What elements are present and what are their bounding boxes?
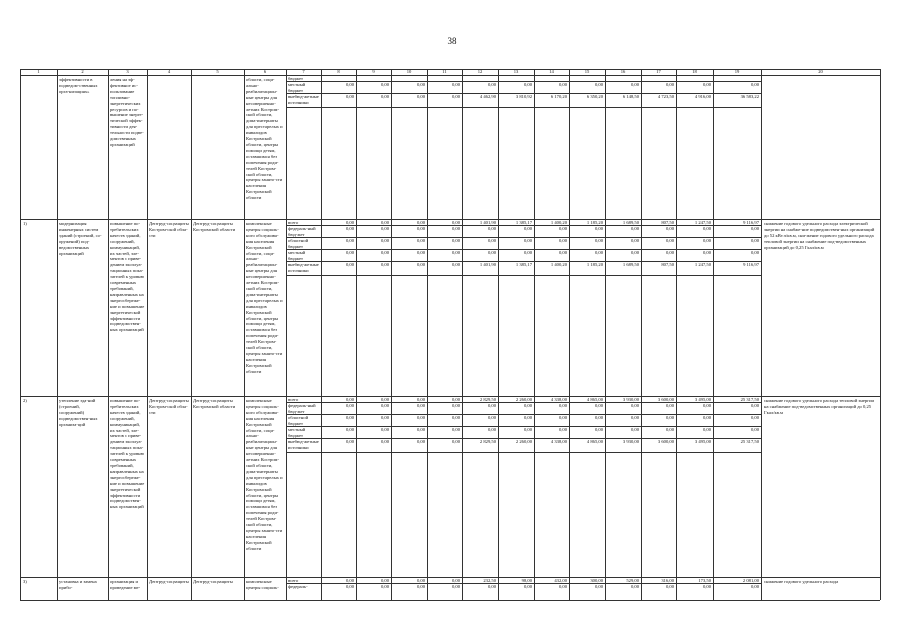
amount-cell: 0,00	[702, 427, 711, 432]
amount-cell: 0,00	[380, 226, 389, 231]
amount-cell: 0,00	[380, 82, 389, 87]
amount-cell: 1 400,20	[550, 220, 567, 225]
amount-cell: 6 170,20	[550, 94, 567, 99]
column-number-17: 17	[656, 69, 661, 74]
amount-cell: 0,00	[416, 584, 425, 589]
row-number: 3)	[23, 579, 27, 584]
amount-cell: 9 116,97	[743, 262, 759, 267]
amount-cell: 1 401,90	[479, 262, 496, 267]
column-border	[108, 69, 109, 600]
amount-cell: 0,00	[345, 262, 354, 267]
funding-line-separator	[286, 275, 761, 276]
amount-cell: 0,00	[487, 415, 496, 420]
amount-cell: 0,00	[665, 427, 674, 432]
amount-cell: 1 185,20	[586, 262, 603, 267]
amount-cell: 0,00	[630, 403, 639, 408]
amount-cell: 0,00	[750, 82, 759, 87]
funding-line-separator	[286, 107, 761, 108]
amount-cell: 0,00	[345, 238, 354, 243]
amount-cell: 0,00	[665, 584, 674, 589]
amount-cell: 0,00	[451, 584, 460, 589]
amount-cell: 0,00	[750, 238, 759, 243]
column-number-20: 20	[818, 69, 823, 74]
funding-source: бюджет	[288, 76, 304, 81]
funding-source: областной бюджет	[288, 238, 309, 249]
measure-name: установка и замена прибо-	[59, 579, 97, 590]
co-executor: Дептруд-соцзащиты Костромской области	[193, 221, 236, 232]
amount-cell: 98,00	[521, 578, 532, 583]
amount-cell: 529,00	[626, 578, 639, 583]
measure-name: модернизация инженерных систем зданий (строений, со-оружений) под-ведомственных организаций	[59, 221, 102, 256]
amount-cell: 0,00	[451, 415, 460, 420]
amount-cell: 0,00	[416, 439, 425, 444]
amount-cell: 0,00	[702, 403, 711, 408]
amount-cell: 3 495,00	[694, 439, 711, 444]
amount-cell: 1 247,50	[694, 262, 711, 267]
funding-source: областной бюджет	[288, 415, 309, 426]
funding-source: федераль-ный бюд-жет	[288, 226, 316, 237]
column-border	[57, 69, 58, 600]
amount-cell: 4 338,00	[550, 397, 567, 402]
amount-cell: 25 317,50	[740, 439, 759, 444]
amount-cell: 2 829,50	[479, 397, 496, 402]
amount-cell: 0,00	[594, 403, 603, 408]
amount-cell: 0,00	[416, 250, 425, 255]
funding-source: внебюд-жетные источники	[288, 439, 319, 450]
column-number-6: 6	[263, 69, 267, 74]
amount-cell: 0,00	[451, 439, 460, 444]
participants: области, соци-ально-реабилитацион-ные центры для несовершенно-летних Костром-ской области, дома-интернаты для престарелых и инвалидов Костромской области, центры помощи детям, оставшимся без попечения роди-телей Костром-ской области, центры занято-сти населения Костромской области	[246, 77, 283, 201]
amount-cell: 0,00	[702, 415, 711, 420]
column-number-15: 15	[584, 69, 590, 74]
amount-cell: 36 583,22	[740, 94, 759, 99]
row-number: 1)	[23, 221, 27, 226]
amount-cell: 0,00	[345, 584, 354, 589]
amount-cell: 0,00	[702, 584, 711, 589]
amount-cell: 0,00	[750, 403, 759, 408]
table-bottom-edge	[20, 600, 880, 601]
amount-cell: 0,00	[380, 403, 389, 408]
amount-cell: 0,00	[416, 578, 425, 583]
amount-cell: 0,00	[487, 584, 496, 589]
amount-cell: 0,00	[558, 415, 567, 420]
column-border	[147, 69, 148, 600]
amount-cell: 0,00	[380, 250, 389, 255]
amount-cell: 300,00	[590, 578, 603, 583]
amount-cell: 0,00	[487, 250, 496, 255]
column-number-9: 9	[372, 69, 375, 74]
amount-cell: 4 865,00	[586, 397, 603, 402]
amount-cell: 0,00	[345, 415, 354, 420]
amount-cell: 0,00	[451, 226, 460, 231]
funding-source: всего	[288, 220, 299, 225]
amount-cell: 0,00	[416, 94, 425, 99]
column-number-4: 4	[167, 69, 171, 74]
amount-cell: 0,00	[630, 584, 639, 589]
measure-name: эффективности в подведом-ственных орга-низациях»	[59, 77, 98, 94]
amount-cell: 2 260,00	[515, 439, 532, 444]
column-number-2: 2	[81, 69, 84, 74]
funding-source: внебюд-жетные источники	[288, 262, 319, 273]
amount-cell: 2 829,50	[479, 439, 496, 444]
amount-cell: 0,00	[451, 94, 460, 99]
row-number: 2)	[23, 398, 27, 403]
column-number-8: 8	[337, 69, 340, 74]
amount-cell: 1 401,90	[479, 220, 496, 225]
amount-cell: 0,00	[665, 238, 674, 243]
measure-content: ления на эф-фективное ис-пользование топливно-энергетических ресурсов и по-вышение энерге-тической эффек-тивности дея-тельности подве-домственных организаций	[110, 77, 144, 147]
amount-cell: 0,00	[345, 94, 354, 99]
column-number-11: 11	[442, 69, 447, 74]
amount-cell: 0,00	[630, 250, 639, 255]
measure-content: повышение по-требительских качеств зданий, сооружений, коммуникаций, их частей, эле-ментов с приве-дением эксплуа-тационных пока-зателей к уровню современных требований, направленных на энергосбереже-ние и повышение энергетической эффективности подведомствен-ных организаций	[110, 398, 145, 510]
amount-cell: 0,00	[451, 220, 460, 225]
amount-cell: 0,00	[451, 262, 460, 267]
amount-cell: 9 116,97	[743, 220, 759, 225]
amount-cell: 0,00	[665, 403, 674, 408]
amount-cell: 0,00	[594, 238, 603, 243]
amount-cell: 0,00	[523, 82, 532, 87]
amount-cell: 0,00	[487, 226, 496, 231]
measure-content: повышение по-требительских качеств зданий, сооружений, коммуникаций, их частей, эле-ментов с приве-дением эксплуа-тационных пока-зателей к уровню современных требований, направленных на энергосбереже-ние и повышение энергетической эффективности подведомствен-ных организаций	[110, 221, 145, 333]
amount-cell: 1 689,50	[622, 220, 639, 225]
header-bottom-border	[20, 75, 880, 76]
amount-cell: 4 865,00	[586, 439, 603, 444]
column-border	[286, 69, 287, 600]
column-border	[462, 69, 463, 600]
amount-cell: 0,00	[523, 250, 532, 255]
co-executor: Дептруд-соцзащиты	[193, 579, 233, 584]
amount-cell: 2 081,00	[742, 578, 759, 583]
amount-cell: 0,00	[416, 403, 425, 408]
amount-cell: 0,00	[594, 82, 603, 87]
amount-cell: 0,00	[750, 226, 759, 231]
column-border	[605, 69, 606, 600]
column-border	[761, 69, 762, 600]
amount-cell: 0,00	[451, 427, 460, 432]
amount-cell: 3 600,00	[657, 397, 674, 402]
amount-cell: 0,00	[523, 238, 532, 243]
amount-cell: 0,00	[380, 427, 389, 432]
amount-cell: 0,00	[487, 238, 496, 243]
amount-cell: 316,00	[661, 578, 674, 583]
amount-cell: 0,00	[345, 226, 354, 231]
amount-cell: 0,00	[345, 403, 354, 408]
amount-cell: 0,00	[416, 238, 425, 243]
amount-cell: 0,00	[380, 220, 389, 225]
amount-cell: 0,00	[750, 584, 759, 589]
amount-cell: 0,00	[702, 250, 711, 255]
amount-cell: 0,00	[345, 220, 354, 225]
column-number-5: 5	[216, 69, 219, 74]
responsible-executor: Дептруд-соцзащиты Костром-ской обла-сти	[149, 398, 189, 415]
amount-cell: 1 400,20	[550, 262, 567, 267]
amount-cell: 0,00	[380, 94, 389, 99]
funding-source: местный бюджет	[288, 82, 306, 93]
amount-cell: 0,00	[750, 427, 759, 432]
amount-cell: 0,00	[416, 82, 425, 87]
amount-cell: 0,00	[558, 584, 567, 589]
amount-cell: 0,00	[380, 262, 389, 267]
column-border	[20, 69, 21, 600]
amount-cell: 0,00	[665, 82, 674, 87]
column-number-19: 19	[734, 69, 740, 74]
amount-cell: 807,50	[661, 262, 674, 267]
amount-cell: 807,50	[661, 220, 674, 225]
amount-cell: 1 385,17	[515, 220, 532, 225]
column-number-14: 14	[549, 69, 554, 74]
amount-cell: 6 148,50	[622, 94, 639, 99]
amount-cell: 25 317,50	[740, 397, 759, 402]
amount-cell: 0,00	[345, 427, 354, 432]
amount-cell: 1 247,50	[694, 220, 711, 225]
amount-cell: 0,00	[380, 584, 389, 589]
amount-cell: 0,00	[451, 82, 460, 87]
amount-cell: 3 930,00	[622, 439, 639, 444]
column-number-3: 3	[126, 69, 129, 74]
amount-cell: 0,00	[345, 578, 354, 583]
column-number-10: 10	[406, 69, 412, 74]
amount-cell: 0,00	[451, 250, 460, 255]
amount-cell: 0,00	[630, 238, 639, 243]
amount-cell: 0,00	[451, 397, 460, 402]
column-border	[569, 69, 570, 600]
funding-source: местный бюджет	[288, 427, 306, 438]
amount-cell: 0,00	[750, 415, 759, 420]
amount-cell: 0,00	[451, 238, 460, 243]
amount-cell: 0,00	[665, 226, 674, 231]
co-executor: Дептруд-соцзащиты Костромской области	[193, 398, 236, 409]
column-border	[641, 69, 642, 600]
amount-cell: 3 810,92	[515, 94, 532, 99]
funding-source: внебюд-жетные источники	[288, 94, 319, 105]
amount-cell: 0,00	[665, 415, 674, 420]
amount-cell: 0,00	[487, 82, 496, 87]
amount-cell: 0,00	[380, 578, 389, 583]
amount-cell: 3 930,00	[622, 397, 639, 402]
column-border	[356, 69, 357, 600]
column-number-16: 16	[620, 69, 626, 74]
amount-cell: 0,00	[345, 82, 354, 87]
amount-cell: 0,00	[594, 584, 603, 589]
amount-cell: 0,00	[380, 397, 389, 402]
amount-cell: 0,00	[523, 584, 532, 589]
amount-cell: 0,00	[380, 439, 389, 444]
column-border	[321, 69, 322, 600]
column-number-18: 18	[692, 69, 697, 74]
amount-cell: 3 495,00	[694, 397, 711, 402]
amount-cell: 0,00	[451, 578, 460, 583]
column-border	[391, 69, 392, 600]
amount-cell: 0,00	[416, 226, 425, 231]
amount-cell: 0,00	[630, 427, 639, 432]
amount-cell: 0,00	[702, 82, 711, 87]
amount-cell: 6 350,20	[586, 94, 603, 99]
amount-cell: 432,00	[554, 578, 567, 583]
participants: комплексные центры социаль-ного обслужива-ния населения Костромской области, соци-ально-реабилитацион-ные центры для несовершенно-летних Костром-ской области, дома-интернаты для престарелых и инвалидов Костромской области, центры помощи детям, оставшимся без попечения роди-телей Костром-ской области, центры занято-сти населения Костромской области	[246, 221, 283, 374]
funding-source: федераль-	[288, 584, 308, 589]
measure-name: утепление зда-ний (строений, сооружений) подведомствен-ных организа-ций	[59, 398, 98, 427]
amount-cell: 0,00	[558, 238, 567, 243]
column-border	[191, 69, 192, 600]
amount-cell: 1 385,17	[515, 262, 532, 267]
amount-cell: 0,00	[345, 397, 354, 402]
amount-cell: 4 338,00	[550, 439, 567, 444]
responsible-executor: Дептруд-соцзащиты	[149, 579, 189, 584]
amount-cell: 0,00	[750, 250, 759, 255]
amount-cell: 0,00	[416, 427, 425, 432]
amount-cell: 1 185,20	[586, 220, 603, 225]
amount-cell: 0,00	[523, 403, 532, 408]
amount-cell: 0,00	[451, 403, 460, 408]
amount-cell: 0,00	[380, 238, 389, 243]
funding-source: местный бюджет	[288, 250, 306, 261]
amount-cell: 0,00	[702, 238, 711, 243]
amount-cell: 0,00	[345, 250, 354, 255]
amount-cell: 0,00	[594, 250, 603, 255]
amount-cell: 0,00	[594, 427, 603, 432]
page-number: 38	[447, 36, 457, 46]
amount-cell: 0,00	[558, 403, 567, 408]
amount-cell: 0,00	[523, 427, 532, 432]
expected-result: снижение годового удельного расхода	[764, 579, 839, 584]
amount-cell: 4 916,00	[694, 94, 711, 99]
funding-source: всего	[288, 397, 299, 402]
column-border	[534, 69, 535, 600]
amount-cell: 4 462,90	[479, 94, 496, 99]
expected-result: снижение годового удельного расхода электрической энергии на снабже-ние подведомствен-ных организаций до 52 кВт.ч/кв.м, сни-жение годового удельного расхода тепловой энергии на снабжение под-ведомственных организаций до 0,25 Гкал/кв.м	[764, 221, 875, 250]
column-border	[427, 69, 428, 600]
column-border	[880, 69, 881, 600]
amount-cell: 0,00	[630, 82, 639, 87]
funding-source: всего	[288, 578, 299, 583]
column-border	[244, 69, 245, 600]
amount-cell: 0,00	[345, 439, 354, 444]
amount-cell: 0,00	[558, 82, 567, 87]
amount-cell: 0,00	[523, 415, 532, 420]
column-number-12: 12	[477, 69, 483, 74]
amount-cell: 0,00	[416, 415, 425, 420]
amount-cell: 232,50	[483, 578, 496, 583]
column-border	[498, 69, 499, 600]
amount-cell: 173,50	[698, 578, 711, 583]
amount-cell: 0,00	[665, 250, 674, 255]
expected-result: снижение годового удельного расхода тепловой энергии на снабжение под-ведомственных организаций до 0,25 Гкал/кв.м	[764, 398, 874, 415]
amount-cell: 0,00	[702, 226, 711, 231]
amount-cell: 0,00	[558, 427, 567, 432]
funding-line-separator	[286, 452, 761, 453]
amount-cell: 0,00	[487, 403, 496, 408]
amount-cell: 0,00	[630, 226, 639, 231]
amount-cell: 0,00	[594, 415, 603, 420]
measure-content: организация и проведение ме-	[110, 579, 141, 590]
column-border	[713, 69, 714, 600]
participants: комплексные центры социаль-	[246, 579, 279, 590]
amount-cell: 1 689,50	[622, 262, 639, 267]
amount-cell: 0,00	[558, 250, 567, 255]
column-border	[676, 69, 677, 600]
funding-source: федераль-ный бюд-жет	[288, 403, 316, 414]
amount-cell: 0,00	[630, 415, 639, 420]
column-number-13: 13	[513, 69, 519, 74]
participants: комплексные центры социаль-ного обслужива-ния населения Костромской области, соци-ально-реабилитацион-ные центры для несовершенно-летних Костром-ской области, дома-интернаты для престарелых и инвалидов Костромской области, центры помощи детям, оставшимся без попечения роди-телей Костром-ской области, центры занято-сти населения Костромской области	[246, 398, 283, 551]
amount-cell: 0,00	[558, 226, 567, 231]
amount-cell: 4 723,50	[657, 94, 674, 99]
amount-cell: 0,00	[416, 220, 425, 225]
amount-cell: 0,00	[523, 226, 532, 231]
responsible-executor: Дептруд-соцзащиты Костром-ской обла-сти	[149, 221, 189, 238]
column-number-1: 1	[37, 69, 40, 74]
amount-cell: 0,00	[380, 415, 389, 420]
amount-cell: 3 600,00	[657, 439, 674, 444]
amount-cell: 0,00	[594, 226, 603, 231]
amount-cell: 0,00	[416, 397, 425, 402]
amount-cell: 2 260,00	[515, 397, 532, 402]
column-number-7: 7	[302, 69, 305, 74]
amount-cell: 0,00	[487, 427, 496, 432]
amount-cell: 0,00	[416, 262, 425, 267]
